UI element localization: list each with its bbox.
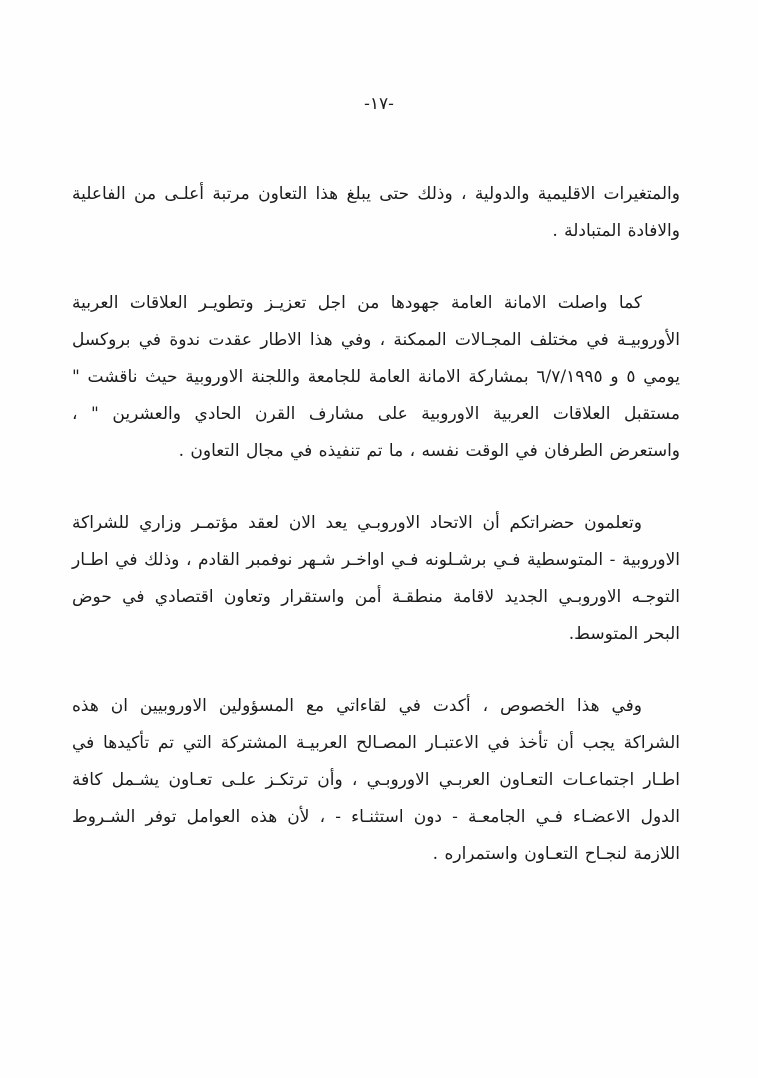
paragraph: وتعلمون حضراتكم أن الاتحاد الاوروبـي يعد الان لعقد مؤتمـر وزاري للشراكة الاوروبية - المتوسطية فـي برشـلونه فـي اواخـر شـهر نوفمبر القادم ، وذلك في اطـار التوجـه الاوروبـي الجديد لاقامة منطقـة أمن واستقرار وتعاون اقتصادي في حوض البحر المتوسط. [72, 513, 680, 644]
paragraph: والمتغيرات الاقليمية والدولية ، وذلك حتى يبلغ هذا التعاون مرتبة أعلـى من الفاعلية والافادة المتبادلة . [72, 184, 680, 241]
paragraph: كما واصلت الامانة العامة جهودها من اجل تعزيـز وتطويـر العلاقات العربية الأوروبيـة في مختلف المجـالات الممكنة ، وفي هذا الاطار عقدت ندوة في بروكسل يومي ٥ و ٦/٧/١٩٩٥ بمشاركة الامانة العامة للجامعة واللجنة الاوروبية حيث ناقشت " مستقبل العلاقات العربية الاوروبية على مشارف القرن الحادي والعشرين " ، واستعرض الطرفان في الوقت نفسه ، ما تم تنفيذه في مجال التعاون . [72, 293, 680, 461]
paragraph: وفي هذا الخصوص ، أكدت في لقاءاتي مع المسؤولين الاوروبيين ان هذه الشراكة يجب أن تأخذ في الاعتبـار المصـالح العربيـة المشتركة التي تم تأكيدها في اطـار اجتماعـات التعـاون العربـي الاوروبـي ، وأن ترتكـز علـى تعـاون يشـمل كافة الدول الاعضـاء فـي الجامعـة - دون استثنـاء - ، لأن هذه العوامل توفر الشـروط اللازمة لنجـاح التعـاون واستمراره . [72, 696, 680, 864]
document-body [72, 176, 680, 873]
page-number: -١٧- [364, 94, 394, 114]
